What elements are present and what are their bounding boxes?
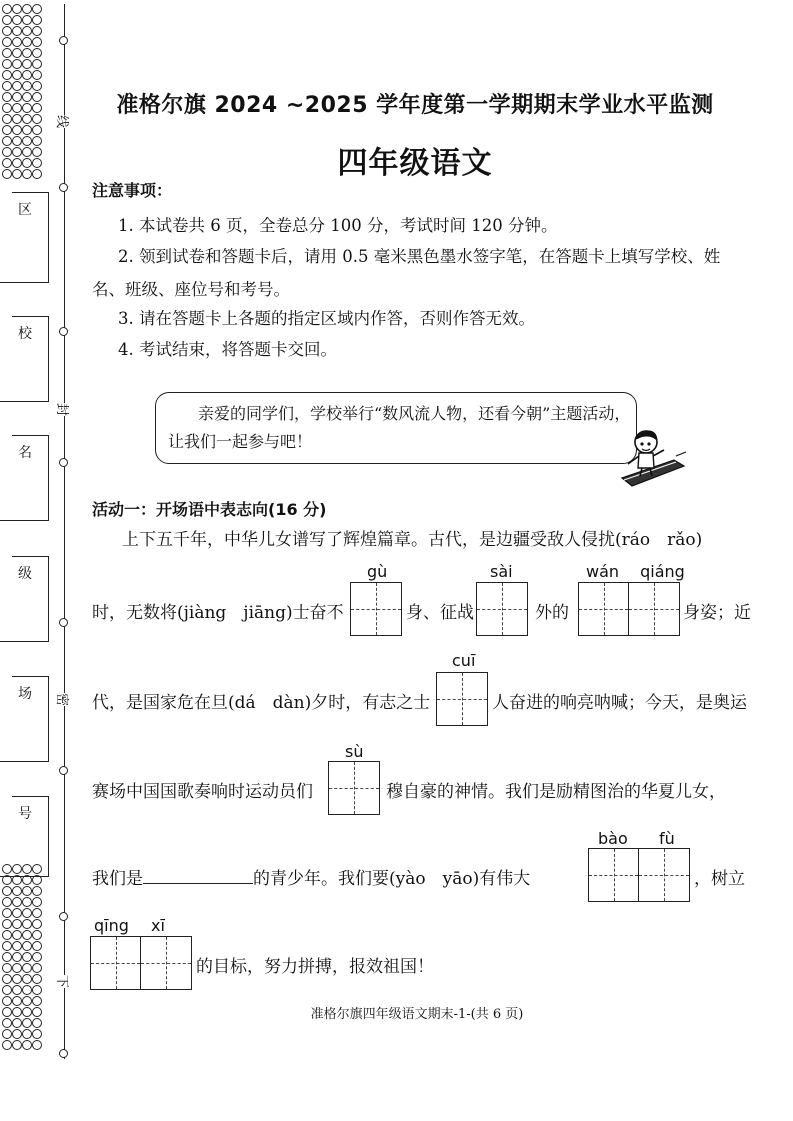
passage-text: 穆自豪的神情。我们是励精图治的华夏儿女， (386, 782, 726, 802)
field-school[interactable] (12, 316, 49, 402)
passage-text: 赛场中国国歌奏响时运动员们 (92, 782, 313, 802)
seal-dot (59, 1049, 68, 1058)
field-district[interactable] (12, 192, 49, 283)
pinyin-su: sù (345, 742, 364, 761)
char-grid-gu[interactable] (350, 582, 402, 636)
passage-line-2c (535, 598, 569, 623)
passage-text: 代，是国家危在旦(dá dàn)夕时，有志之士 (92, 693, 431, 713)
field-exam-room[interactable] (12, 676, 49, 762)
notes-heading: 注意事项： (92, 181, 173, 200)
field-class[interactable] (12, 556, 49, 642)
passage-line-2b (406, 598, 474, 623)
answer-blank[interactable] (143, 865, 253, 884)
seal-line (64, 4, 65, 1059)
char-grid-wanqiang[interactable] (578, 582, 680, 636)
field-label: 名 (18, 445, 32, 461)
pinyin-qing: qīng (94, 916, 129, 935)
passage-line-1 (122, 525, 702, 550)
pinyin-cui: cuī (452, 651, 476, 670)
note-item: 4. 考试结束，将答题卡交回。 (118, 340, 337, 359)
passage-text: 人奋进的响亮呐喊；今天，是奥运 (492, 693, 747, 713)
seal-char-xian: 线 (54, 115, 73, 128)
pinyin-sai: sài (490, 562, 513, 581)
activity-heading: 活动一：开场语中表志向(16 分) (92, 500, 327, 519)
exam-title: 准格尔旗 2024 ~2025 学年度第一学期期末学业水平监测 (116, 93, 714, 118)
pinyin-xi: xī (151, 916, 165, 935)
page-footer: 准格尔旗四年级语文期末-1-(共 6 页) (310, 1007, 524, 1022)
seal-char-feng: 封 (54, 403, 73, 416)
passage-text: 的青少年。我们要(yào yāo)有伟大 (253, 869, 531, 889)
field-name[interactable] (12, 435, 49, 521)
char-grid-sai[interactable] (476, 582, 528, 636)
field-label: 级 (18, 566, 32, 582)
seal-dot (59, 766, 68, 775)
pinyin-gu: gù (367, 562, 388, 581)
passage-line-3 (92, 688, 430, 713)
note-item: 1. 本试卷共 6 页，全卷总分 100 分，考试时间 120 分钟。 (118, 216, 558, 235)
passage-line-5c (694, 864, 745, 889)
char-grid-su[interactable] (328, 761, 380, 815)
passage-line-4 (92, 777, 313, 802)
passage-line-3b (492, 688, 747, 713)
passage-line-2d (683, 598, 751, 623)
seal-dot (59, 36, 68, 45)
seal-dot (59, 618, 68, 627)
field-label: 号 (18, 806, 32, 822)
passage-text: 身、征战 (406, 603, 474, 623)
passage-text: 时，无数将(jiàng jiāng)士奋不 (92, 603, 344, 623)
passage-text: 上下五千年，中华儿女谱写了辉煌篇章。古代，是边疆受敌人侵扰(ráo rǎo) (122, 530, 703, 550)
passage-line-6 (196, 952, 434, 977)
pinyin-wanqiang: wán qiáng (586, 562, 685, 581)
char-grid-baofu[interactable] (588, 848, 690, 902)
note-item: 3. 请在答题卡上各题的指定区域内作答，否则作答无效。 (118, 309, 535, 328)
field-label: 区 (18, 202, 32, 218)
passage-line-4b (386, 777, 726, 802)
char-grid-cui[interactable] (436, 672, 488, 726)
field-label: 校 (18, 326, 32, 342)
subject-title: 四年级语文 (337, 146, 493, 181)
passage-line-5 (92, 864, 530, 889)
passage-text: ，树立 (694, 869, 745, 889)
seal-dot (59, 912, 68, 921)
seal-dot (59, 183, 68, 192)
seal-dot (59, 458, 68, 467)
pinyin-fu: fù (659, 829, 675, 848)
passage-line-2 (92, 598, 344, 623)
binding-rings-top (2, 4, 46, 180)
seal-char-mi: 密 (54, 693, 73, 706)
binding-rings-bottom (2, 864, 46, 1051)
note-item: 2. 领到试卷和答题卡后，请用 0.5 毫米黑色墨水签字笔，在答题卡上填写学校、姓名、班级、座位号和考号。 (92, 247, 721, 299)
passage-text: 外的 (535, 603, 569, 623)
seal-char-xia: 下 (54, 975, 73, 988)
student-on-book-illustration (612, 420, 692, 490)
passage-text: 我们是 (92, 869, 143, 889)
pinyin-bao: bào (598, 829, 628, 848)
field-label: 场 (18, 686, 32, 702)
passage-text: 的目标，努力拼搏，报效祖国！ (196, 957, 434, 977)
seal-dot (59, 327, 68, 336)
bubble-text: 亲爱的同学们，学校举行“数风流人物，还看今朝”主题活动，让我们一起参与吧！ (168, 404, 631, 451)
field-exam-number[interactable] (12, 796, 49, 877)
passage-text: 身姿；近 (683, 603, 751, 623)
char-grid-qingxi[interactable] (90, 936, 192, 990)
